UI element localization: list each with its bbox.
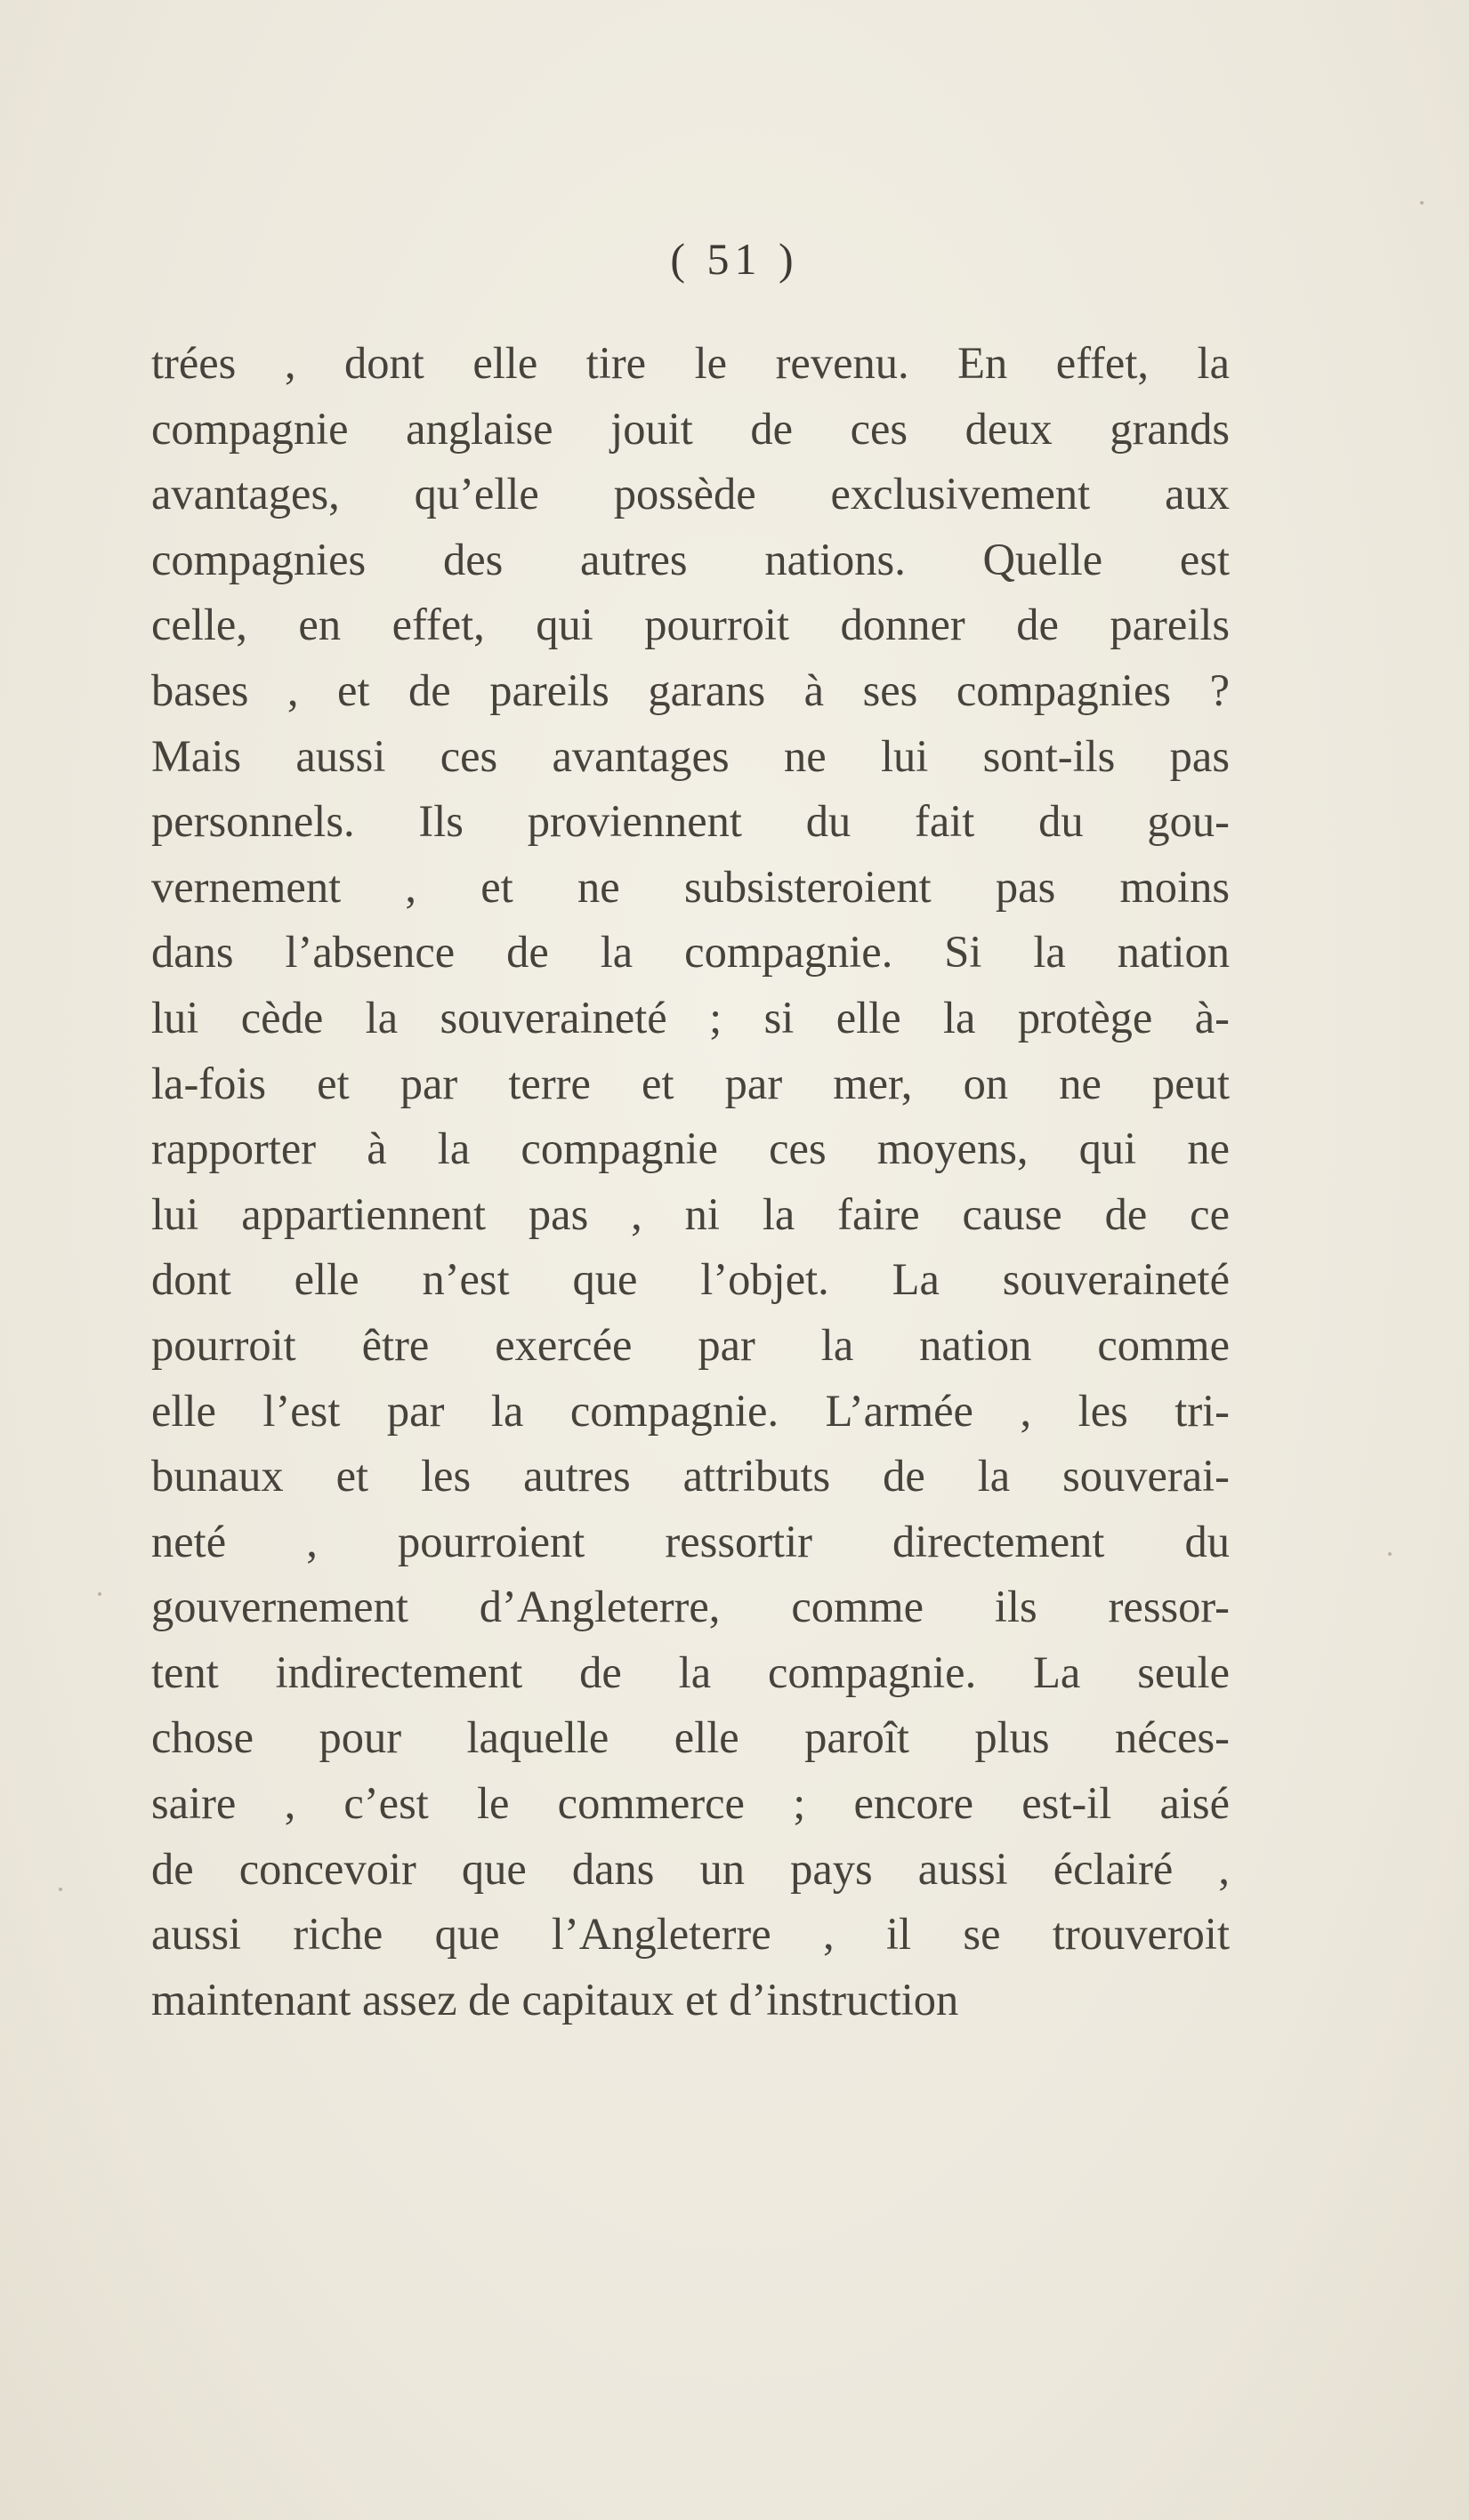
text-line: chose pour laquelle elle paroît plus néces- [151, 1712, 1230, 1763]
paper-speck [1388, 1552, 1392, 1556]
text-line: bases , et de pareils garans à ses compagnies ? [151, 664, 1230, 715]
text-line: celle, en effet, qui pourroit donner de pareils [151, 600, 1230, 650]
text-line: gouvernement d’Angleterre, comme ils ressor- [151, 1582, 1230, 1632]
text-line: trées , dont elle tire le revenu. En effet, la [151, 338, 1230, 388]
text-line: compagnies des autres nations. Quelle est [151, 534, 1230, 584]
text-line: lui appartiennent pas , ni la faire cause de ce [151, 1188, 1230, 1239]
text-line: bunaux et les autres attributs de la souverai- [151, 1451, 1230, 1502]
text-line: dont elle n’est que l’objet. La souveraineté [151, 1254, 1230, 1305]
text-line: lui cède la souveraineté ; si elle la protège à- [151, 992, 1230, 1043]
text-line: aussi riche que l’Angleterre , il se trouveroit [151, 1909, 1230, 1960]
text-line: rapporter à la compagnie ces moyens, qui ne [151, 1123, 1230, 1174]
page-number: ( 51 ) [670, 234, 799, 284]
paper-speck [98, 1592, 101, 1596]
text-line: elle l’est par la compagnie. L’armée , les tri- [151, 1385, 1230, 1436]
paper-speck [59, 1888, 62, 1891]
body-text [151, 331, 1230, 2033]
text-line: maintenant assez de capitaux et d’instruction [151, 1974, 959, 2025]
text-line: tent indirectement de la compagnie. La seule [151, 1646, 1230, 1697]
text-line: la-fois et par terre et par mer, on ne peut [151, 1058, 1230, 1108]
text-line: pourroit être exercée par la nation comme [151, 1319, 1230, 1370]
text-line: de concevoir que dans un pays aussi éclairé , [151, 1843, 1230, 1894]
text-line: Mais aussi ces avantages ne lui sont-ils pas [151, 730, 1230, 781]
text-line: saire , c’est le commerce ; encore est-il aisé [151, 1778, 1230, 1829]
text-line: dans l’absence de la compagnie. Si la nation [151, 927, 1230, 978]
text-line: neté , pourroient ressortir directement du [151, 1516, 1230, 1566]
paper-speck [1420, 201, 1424, 205]
text-line: avantages, qu’elle possède exclusivement aux [151, 469, 1230, 519]
text-line: compagnie anglaise jouit de ces deux grands [151, 403, 1230, 454]
text-line: personnels. Ils proviennent du fait du gou- [151, 796, 1230, 847]
text-line: vernement , et ne subsisteroient pas moins [151, 861, 1230, 912]
